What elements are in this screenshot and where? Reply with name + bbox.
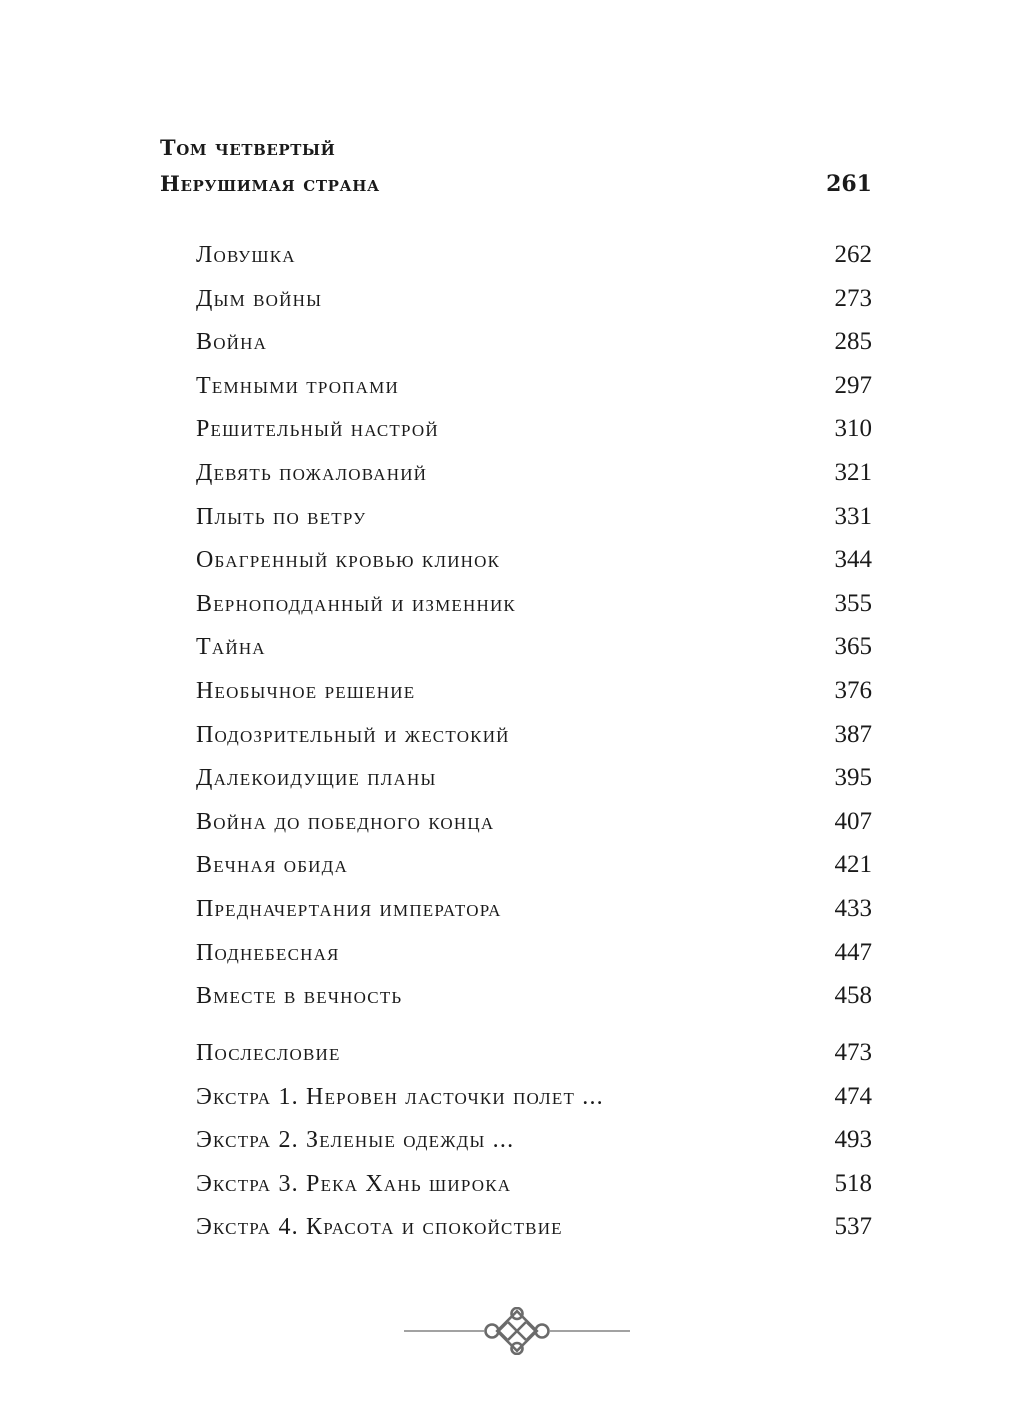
toc-entry-page-number: 262 (834, 241, 872, 268)
knot-group (486, 1308, 549, 1354)
toc-entry-page-number: 433 (834, 894, 872, 922)
toc-entry-title: Поднебесная (196, 939, 340, 966)
volume-label-line (160, 130, 872, 166)
toc-entry-title: Экстра 3. Река Хань широка (196, 1170, 512, 1197)
toc-entry-title: Тайна (196, 634, 266, 661)
toc-entry-title: Необычное решение (196, 677, 416, 704)
chapter-entry[interactable] (196, 582, 872, 626)
chapter-entry[interactable] (196, 974, 872, 1018)
chapter-entry[interactable] (196, 495, 872, 539)
chapter-entry[interactable] (196, 451, 872, 495)
extra-entry[interactable] (196, 1118, 872, 1162)
toc-entry-page-number: 395 (834, 764, 872, 792)
extra-entry[interactable] (196, 1162, 872, 1206)
toc-entry-page-number: 518 (834, 1169, 872, 1197)
toc-entry-title: Девять пожалований (196, 459, 428, 486)
chapter-entry[interactable] (196, 931, 872, 975)
toc-entry-page-number: 355 (834, 589, 872, 617)
toc-entry-title: Вечная обида (196, 852, 348, 879)
volume-title-line (160, 166, 872, 202)
toc-entry-title: Решительный настрой (196, 416, 439, 443)
toc-entry-page-number: 297 (834, 371, 872, 399)
toc-entry-title: Послесловие (196, 1040, 341, 1066)
chapter-entry[interactable] (196, 713, 872, 757)
chapter-entry[interactable] (196, 233, 872, 277)
volume-page-number: 261 (826, 171, 872, 197)
toc-entry-page-number: 473 (834, 1039, 872, 1066)
toc-entry-title: Война до победного конца (196, 808, 495, 835)
extra-entry[interactable] (196, 1031, 872, 1075)
chapter-entry[interactable] (196, 625, 872, 669)
toc-entry-title: Верноподданный и изменник (196, 590, 516, 617)
toc-entry-page-number: 387 (834, 720, 872, 748)
extra-entry[interactable] (196, 1075, 872, 1119)
toc-entry-page-number: 321 (834, 458, 872, 486)
toc-entry-title: Экстра 1. Неровен ласточки полет ... (196, 1083, 604, 1110)
toc-entry-page-number: 447 (834, 938, 872, 966)
toc-entry-page-number: 407 (834, 807, 872, 835)
chapter-entry[interactable] (196, 407, 872, 451)
volume-label: Том четвертый (160, 135, 336, 160)
extra-entry[interactable] (196, 1205, 872, 1249)
toc-entry-page-number: 537 (834, 1213, 872, 1241)
toc-entry-title: Экстра 2. Зеленые одежды ... (196, 1127, 515, 1154)
toc-entry-page-number: 273 (834, 284, 872, 312)
toc-entry-title: Подозрительный и жестокий (196, 721, 510, 748)
chapter-entry[interactable] (196, 320, 872, 364)
chapter-entry[interactable] (196, 843, 872, 887)
toc-entry-title: Предначертания императора (196, 895, 502, 922)
toc-entry-page-number: 458 (834, 982, 872, 1010)
extras-list (196, 1031, 872, 1249)
toc-entry-title: Вместе в вечность (196, 983, 403, 1010)
endless-knot-icon (404, 1307, 630, 1355)
toc-entry-page-number: 331 (834, 502, 872, 530)
toc-entry-title: Далекоидущие планы (196, 765, 437, 792)
toc-entry-page-number: 365 (834, 633, 872, 661)
toc-entry-page-number: 474 (834, 1082, 872, 1110)
chapter-entry[interactable] (196, 538, 872, 582)
toc-entry-page-number: 376 (834, 676, 872, 704)
toc-entry-title: Война (196, 329, 268, 356)
toc-entry-title: Дым войны (196, 285, 323, 312)
chapter-entry[interactable] (196, 669, 872, 713)
volume-title: Нерушимая страна (160, 171, 380, 196)
chapters-list (196, 233, 872, 1018)
chapter-entry[interactable] (196, 887, 872, 931)
chapter-entry[interactable] (196, 800, 872, 844)
toc-entry-title: Ловушка (196, 242, 296, 268)
toc-entry-page-number: 285 (834, 328, 872, 356)
toc-entry-page-number: 493 (834, 1126, 872, 1154)
toc-entry-title: Плыть по ветру (196, 503, 367, 530)
toc-entry-page-number: 310 (834, 415, 872, 443)
chapter-entry[interactable] (196, 277, 872, 321)
toc-entry-title: Темными тропами (196, 372, 399, 399)
toc-entry-page-number: 344 (834, 546, 872, 574)
toc-entry-page-number: 421 (834, 851, 872, 879)
chapter-entry[interactable] (196, 364, 872, 408)
volume-header (160, 130, 872, 202)
toc-entry-title: Экстра 4. Красота и спокойствие (196, 1214, 563, 1241)
toc-entry-title: Обагренный кровью клинок (196, 547, 501, 574)
chapter-entry[interactable] (196, 756, 872, 800)
